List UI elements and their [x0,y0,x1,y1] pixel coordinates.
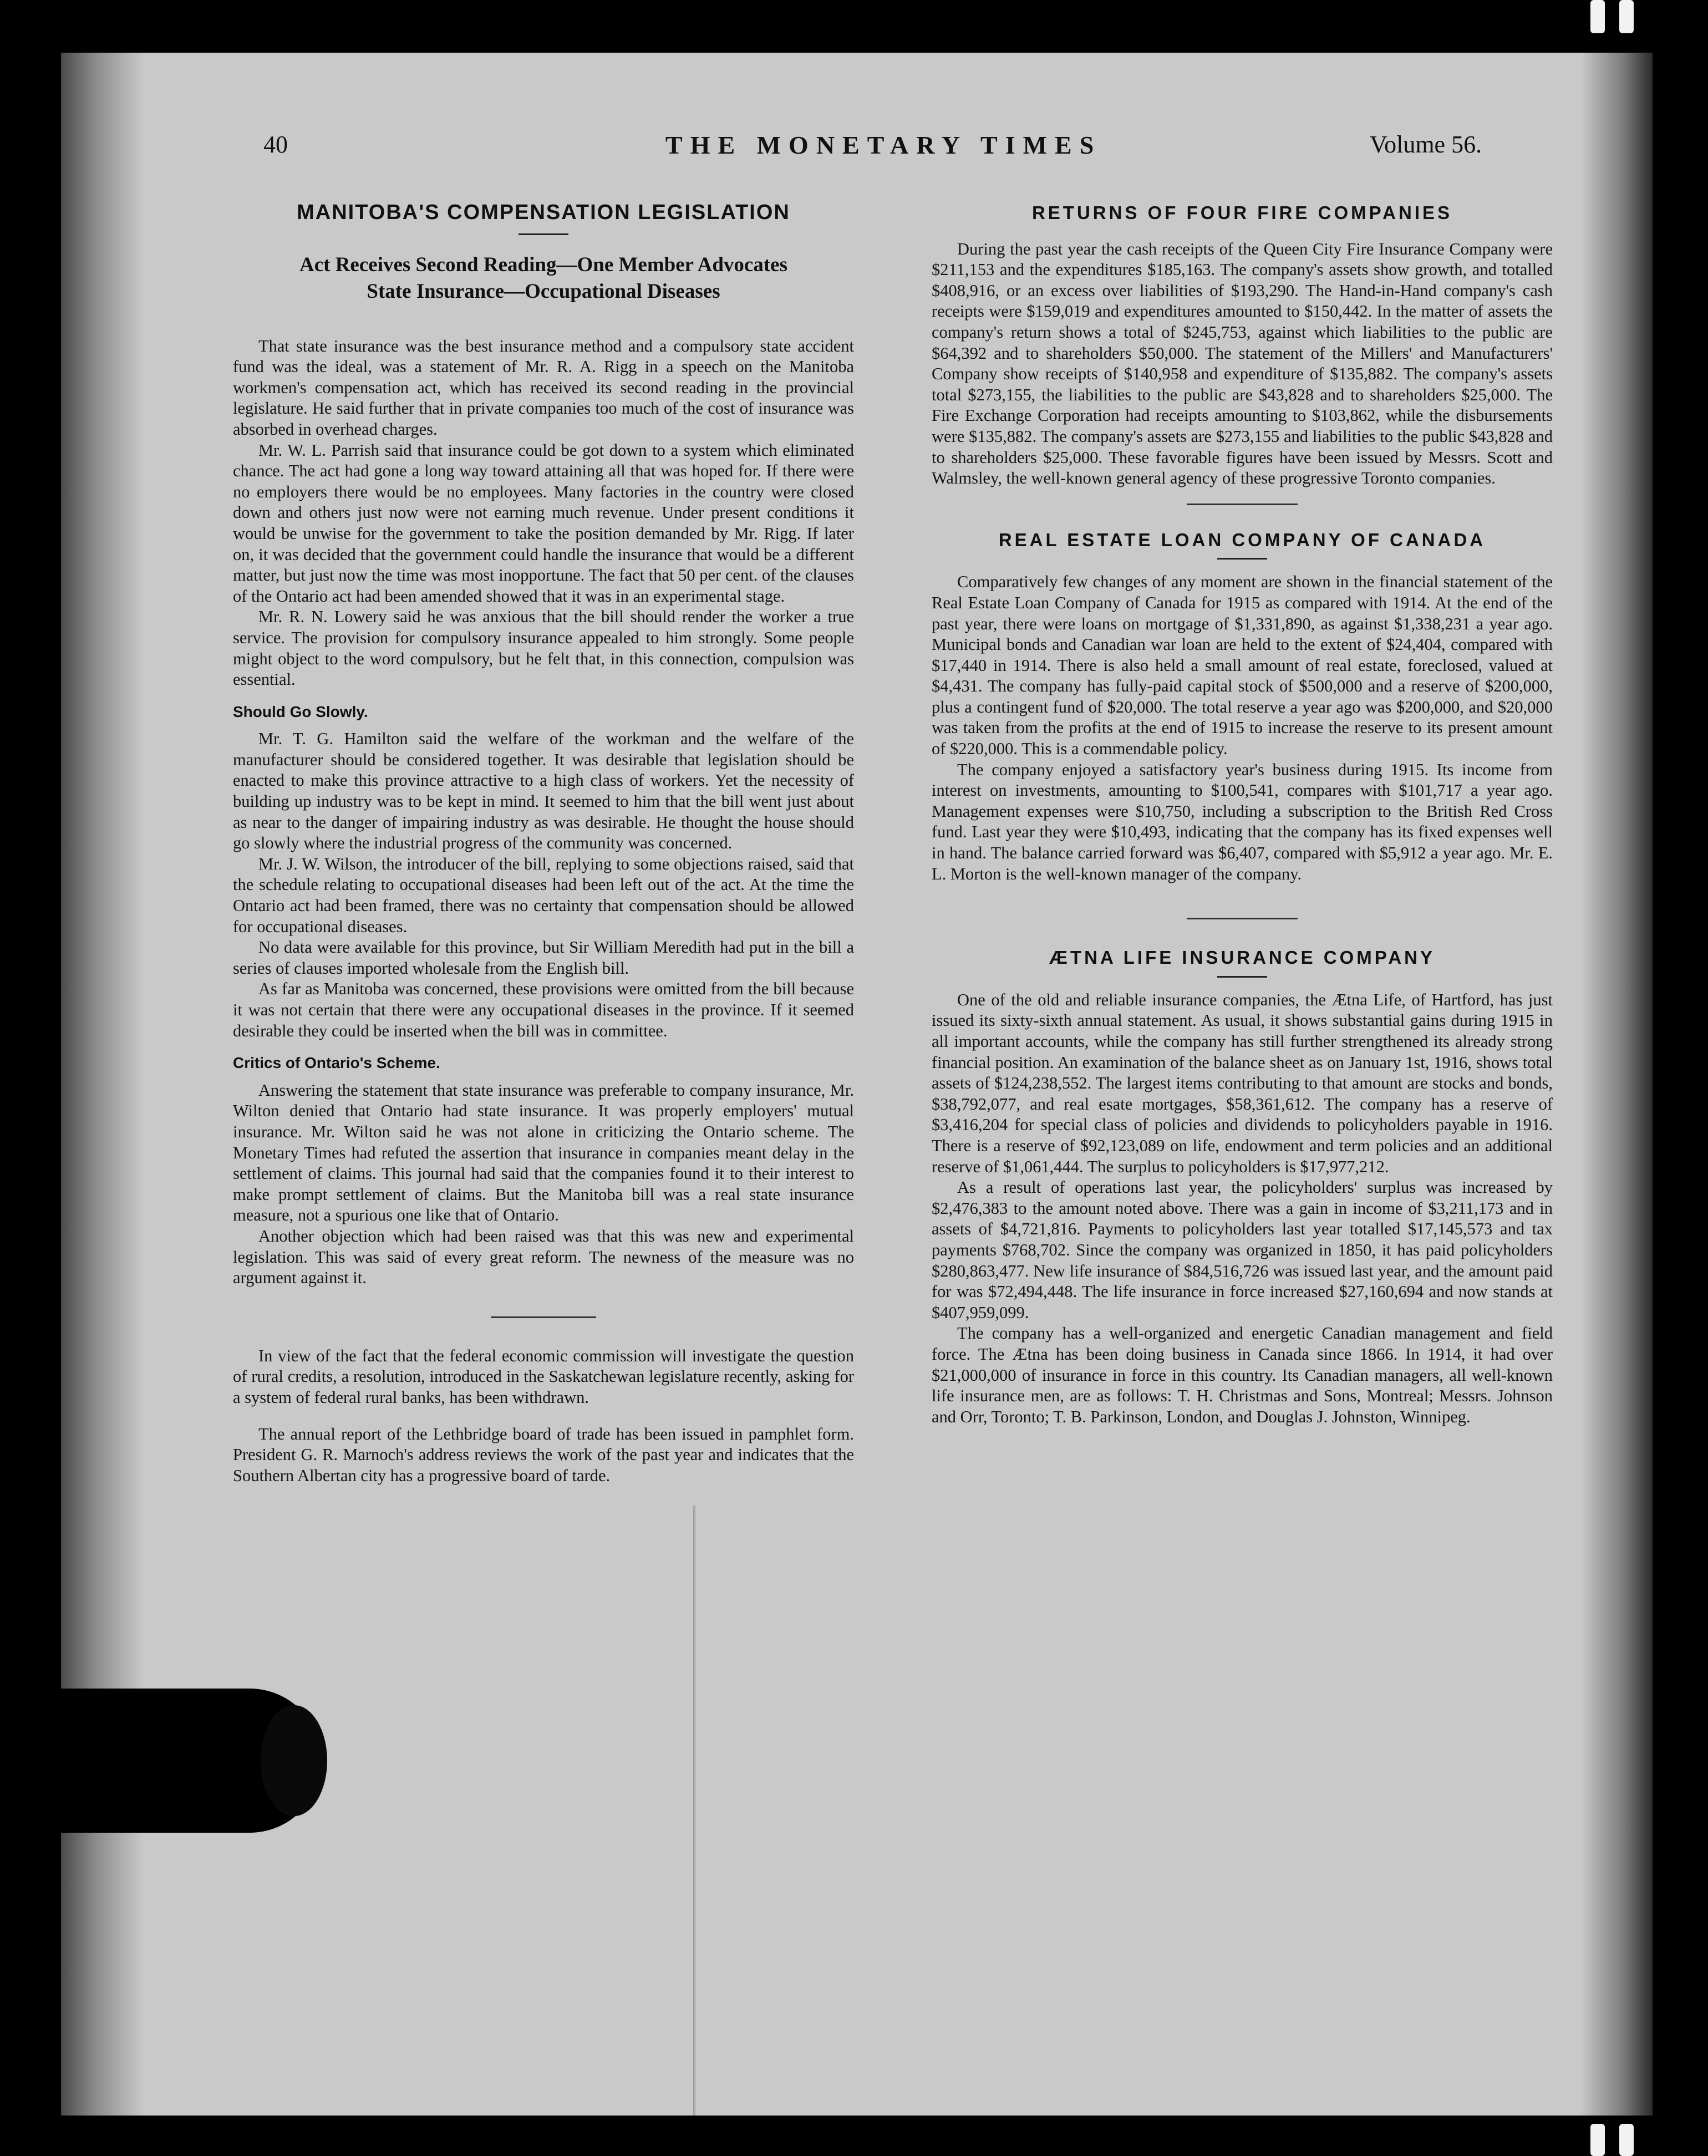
film-sprocket-top-2 [1619,0,1634,33]
film-sprocket-bottom-1 [1590,2124,1605,2156]
film-sprocket-top-1 [1590,0,1605,33]
paragraph: One of the old and reliable insurance companies, the Ætna Life, of Hartford, has just issued its sixty-sixth annual statement. As usual, it shows substantial gains during 1915 in all important accounts, while the company has still further strengthened its already strong financial position. An examination of the balance sheet as on January 1st, 1916, shows total assets of $124,238,552. The largest items contributing to that amount are stocks and bonds, $38,792,077, and real esate mortgages, $58,361,612. The company has a reserve of $3,416,204 for special class of policies and dividends to policyholders payable in 1916. There is a reserve of $92,123,089 on life, endowment and term policies and an additional reserve of $1,061,444. The surplus to policyholders is $17,977,212. [932,990,1553,1176]
paragraph: Another objection which had been raised was that this was new and experimental legislation. This was said of every great reform. The newness of the measure was no argument against it. [233,1226,854,1288]
paragraph: In view of the fact that the federal economic commission will investigate the question of rural credits, a resolution, introduced in the Saskatchewan legislature recently, asking for a system of federal rural banks, has been withdrawn. [233,1346,854,1407]
divider [1217,976,1267,978]
gutter-line [693,1506,697,2116]
divider [518,233,568,235]
running-header [61,130,1653,180]
paragraph: As a result of operations last year, the policyholders' surplus was increased by $2,476,383 to the amount noted above. There was a gain in income of $3,211,173 and in assets of $4,721,816. Payments to policyholders last year totalled $17,145,573 and tax payments $768,702. Since the company was organized in 1850, it has paid policyholders $280,863,477. New life insurance of $84,516,726 was issued last year, and the amount paid for was $72,494,448. The life insurance in force increased $27,160,694 and now stands at $407,959,099. [932,1178,1553,1322]
paragraph: During the past year the cash receipts of the Queen City Fire Insurance Company were $211,153 and the expenditures $185,163. The company's assets show growth, and totalled $408,916, or an excess over liabilities of $193,290. The Hand-in-Hand company's cash receipts were $159,019 and expenditures amounted to $150,442. In the matter of assets the company's return shows a total of $245,753, against which liabilities to the public are $64,392 and to shareholders $50,000. The statement of the Millers' and Manufacturers' Company show receipts of $140,958 and expenditure of $135,882. The company's assets total $273,155, the liabilities to the public are $43,828 and to shareholders $25,000. The Fire Exchange Corporation had receipts amounting to $103,862, while the disbursements were $135,882. The company's assets are $273,155 and liabilities to the public $43,828 and to shareholders $25,000. These favorable figures have been issued by Messrs. Scott and Walmsley, the well-known general agency of these progressive Toronto companies. [932,239,1553,488]
journal-title: THE MONETARY TIMES [665,131,1102,159]
paragraph: Mr. R. N. Lowery said he was anxious that the bill should render the worker a true service. The provision for compulsory insurance appealed to him strongly. Some people might object to the word compulsory, but he felt that, in this connection, compulsion was essential. [233,607,854,689]
volume-label: Volume 56. [1370,131,1482,158]
paragraph: That state insurance was the best insurance method and a compulsory state accident fund was the ideal, was a statement of Mr. R. A. Rigg in a speech on the Manitoba workmen's compensation act, which has received its second reading in the provincial legislature. He said further that in private companies too much of the cost of insurance was absorbed in overhead charges. [233,336,854,439]
divider [491,1316,596,1318]
scanned-page [61,53,1653,2116]
article-title-aetna-life: ÆTNA LIFE INSURANCE COMPANY [1049,947,1435,968]
paragraph: Answering the statement that state insurance was preferable to company insurance, Mr. Wilton denied that Ontario had state insurance. It was properly employers' mutual insurance. Mr. Wilton said he was not alone in criticizing the Ontario scheme. The Monetary Times had refuted the assertion that insurance in companies meant delay in the settlement of claims. This journal had said that the companies found it to their interest to make prompt settlement of claims. But the Manitoba bill was a real state insurance measure, not a spurious one like that of Ontario. [233,1080,854,1225]
paragraph: As far as Manitoba was concerned, these provisions were omitted from the bill because it was not certain that there were any occupational diseases in the province. If it seemed desirable they could be inserted when the bill was in committee. [233,979,854,1040]
paragraph: Mr. W. L. Parrish said that insurance could be got down to a system which eliminated chance. The act had gone a long way toward attaining all that was hoped for. If there were no employers there would be no employees. Many factories in the country were closed down and others just now were not earning much revenue. Under present conditions it would be unwise for the government to take the position demanded by Mr. Rigg. If later on, it was decided that the government could handle the insurance that would be a different matter, but just now the time was most inopportune. The fact that 50 per cent. of the clauses of the Ontario act had been amended showed that it was in an experimental stage. [233,440,854,606]
article-title-fire-companies: RETURNS OF FOUR FIRE COMPANIES [1031,202,1453,223]
paragraph: The annual report of the Lethbridge board of trade has been issued in pamphlet form. President G. R. Marnoch's address reviews the work of the past year and indicates that the Southern Albertan city has a progressive board of tarde. [233,1424,854,1485]
paragraph: The company has a well-organized and energetic Canadian management and field force. The Ætna has been doing business in Canada since 1866. In 1914, it had over $21,000,000 of insurance in force in this country. Its Canadian managers, all well-known life insurance men, are as follows: T. H. Christmas and Sons, Montreal; Messrs. Johnson and Orr, Toronto; T. B. Parkinson, London, and Douglas J. Johnston, Winnipeg. [932,1324,1553,1426]
article-subtitle-line-1: Act Receives Second Reading—One Member Advocates [299,253,787,276]
article-title-manitoba: MANITOBA'S COMPENSATION LEGISLATION [297,201,790,224]
film-sprocket-bottom-2 [1619,2124,1634,2156]
section-heading-critics: Critics of Ontario's Scheme. [233,1054,440,1072]
paragraph: No data were available for this province, but Sir William Meredith had put in the bill a series of clauses imported wholesale from the English bill. [233,938,854,978]
paragraph: The company enjoyed a satisfactory year's business during 1915. Its income from interest on investments, amounting to $100,541, compares with $101,717 a year ago. Management expenses were $10,750, including a subscription to the British Red Cross fund. Last year they were $10,493, indicating that the company has its fixed expenses well in hand. The balance carried forward was $6,407, compared with $5,912 a year ago. Mr. E. L. Morton is the well-known manager of the company. [932,760,1553,883]
article-title-real-estate-loan: REAL ESTATE LOAN COMPANY OF CANADA [998,529,1486,550]
section-heading-should-go-slowly: Should Go Slowly. [233,703,368,720]
page-edge-shadow [1580,53,1653,2116]
divider [1187,504,1298,505]
divider [1187,918,1298,919]
left-column [233,202,854,1486]
page-number: 40 [263,131,288,158]
paragraph: Comparatively few changes of any moment are shown in the financial statement of the Real Estate Loan Company of Canada for 1915 as compared with 1914. At the end of the past year, there were loans on mortgage of $1,331,890, as against $1,338,231 a year ago. Municipal bonds and Canadian war loan are held to the extent of $24,404, compared with $17,440 in 1914. There is also held a small amount of real estate, foreclosed, valued at $4,431. The company has fully-paid capital stock of $500,000 and a reserve of $200,000, plus a contingent fund of $20,000. The total reserve a year ago was $200,000, and $20,000 was taken from the profits at the end of 1915 to increase the reserve to its present amount of $220,000. This is a commendable policy. [932,572,1553,759]
paragraph: Mr. J. W. Wilson, the introducer of the bill, replying to some objections raised, said that the schedule relating to occupational diseases had been left out of the act. At the time the Ontario act had been framed, there was no certainty that compensation should be allowed for occupational diseases. [233,854,854,936]
divider [1217,558,1267,560]
right-column [932,202,1553,1427]
thumb-shadow-tip [261,1705,327,1816]
paragraph: Mr. T. G. Hamilton said the welfare of the workman and the welfare of the manufacturer should be considered together. It was desirable that legislation should be enacted to make this province attractive to a high class of workers. Yet the necessity of building up industry was to be kept in mind. It seemed to him that the bill went just about as near to the danger of impairing industry as was desirable. He thought the house should go slowly where the industrial progress of the community was concerned. [233,729,854,853]
article-subtitle-line-2: State Insurance—Occupational Diseases [367,279,720,303]
